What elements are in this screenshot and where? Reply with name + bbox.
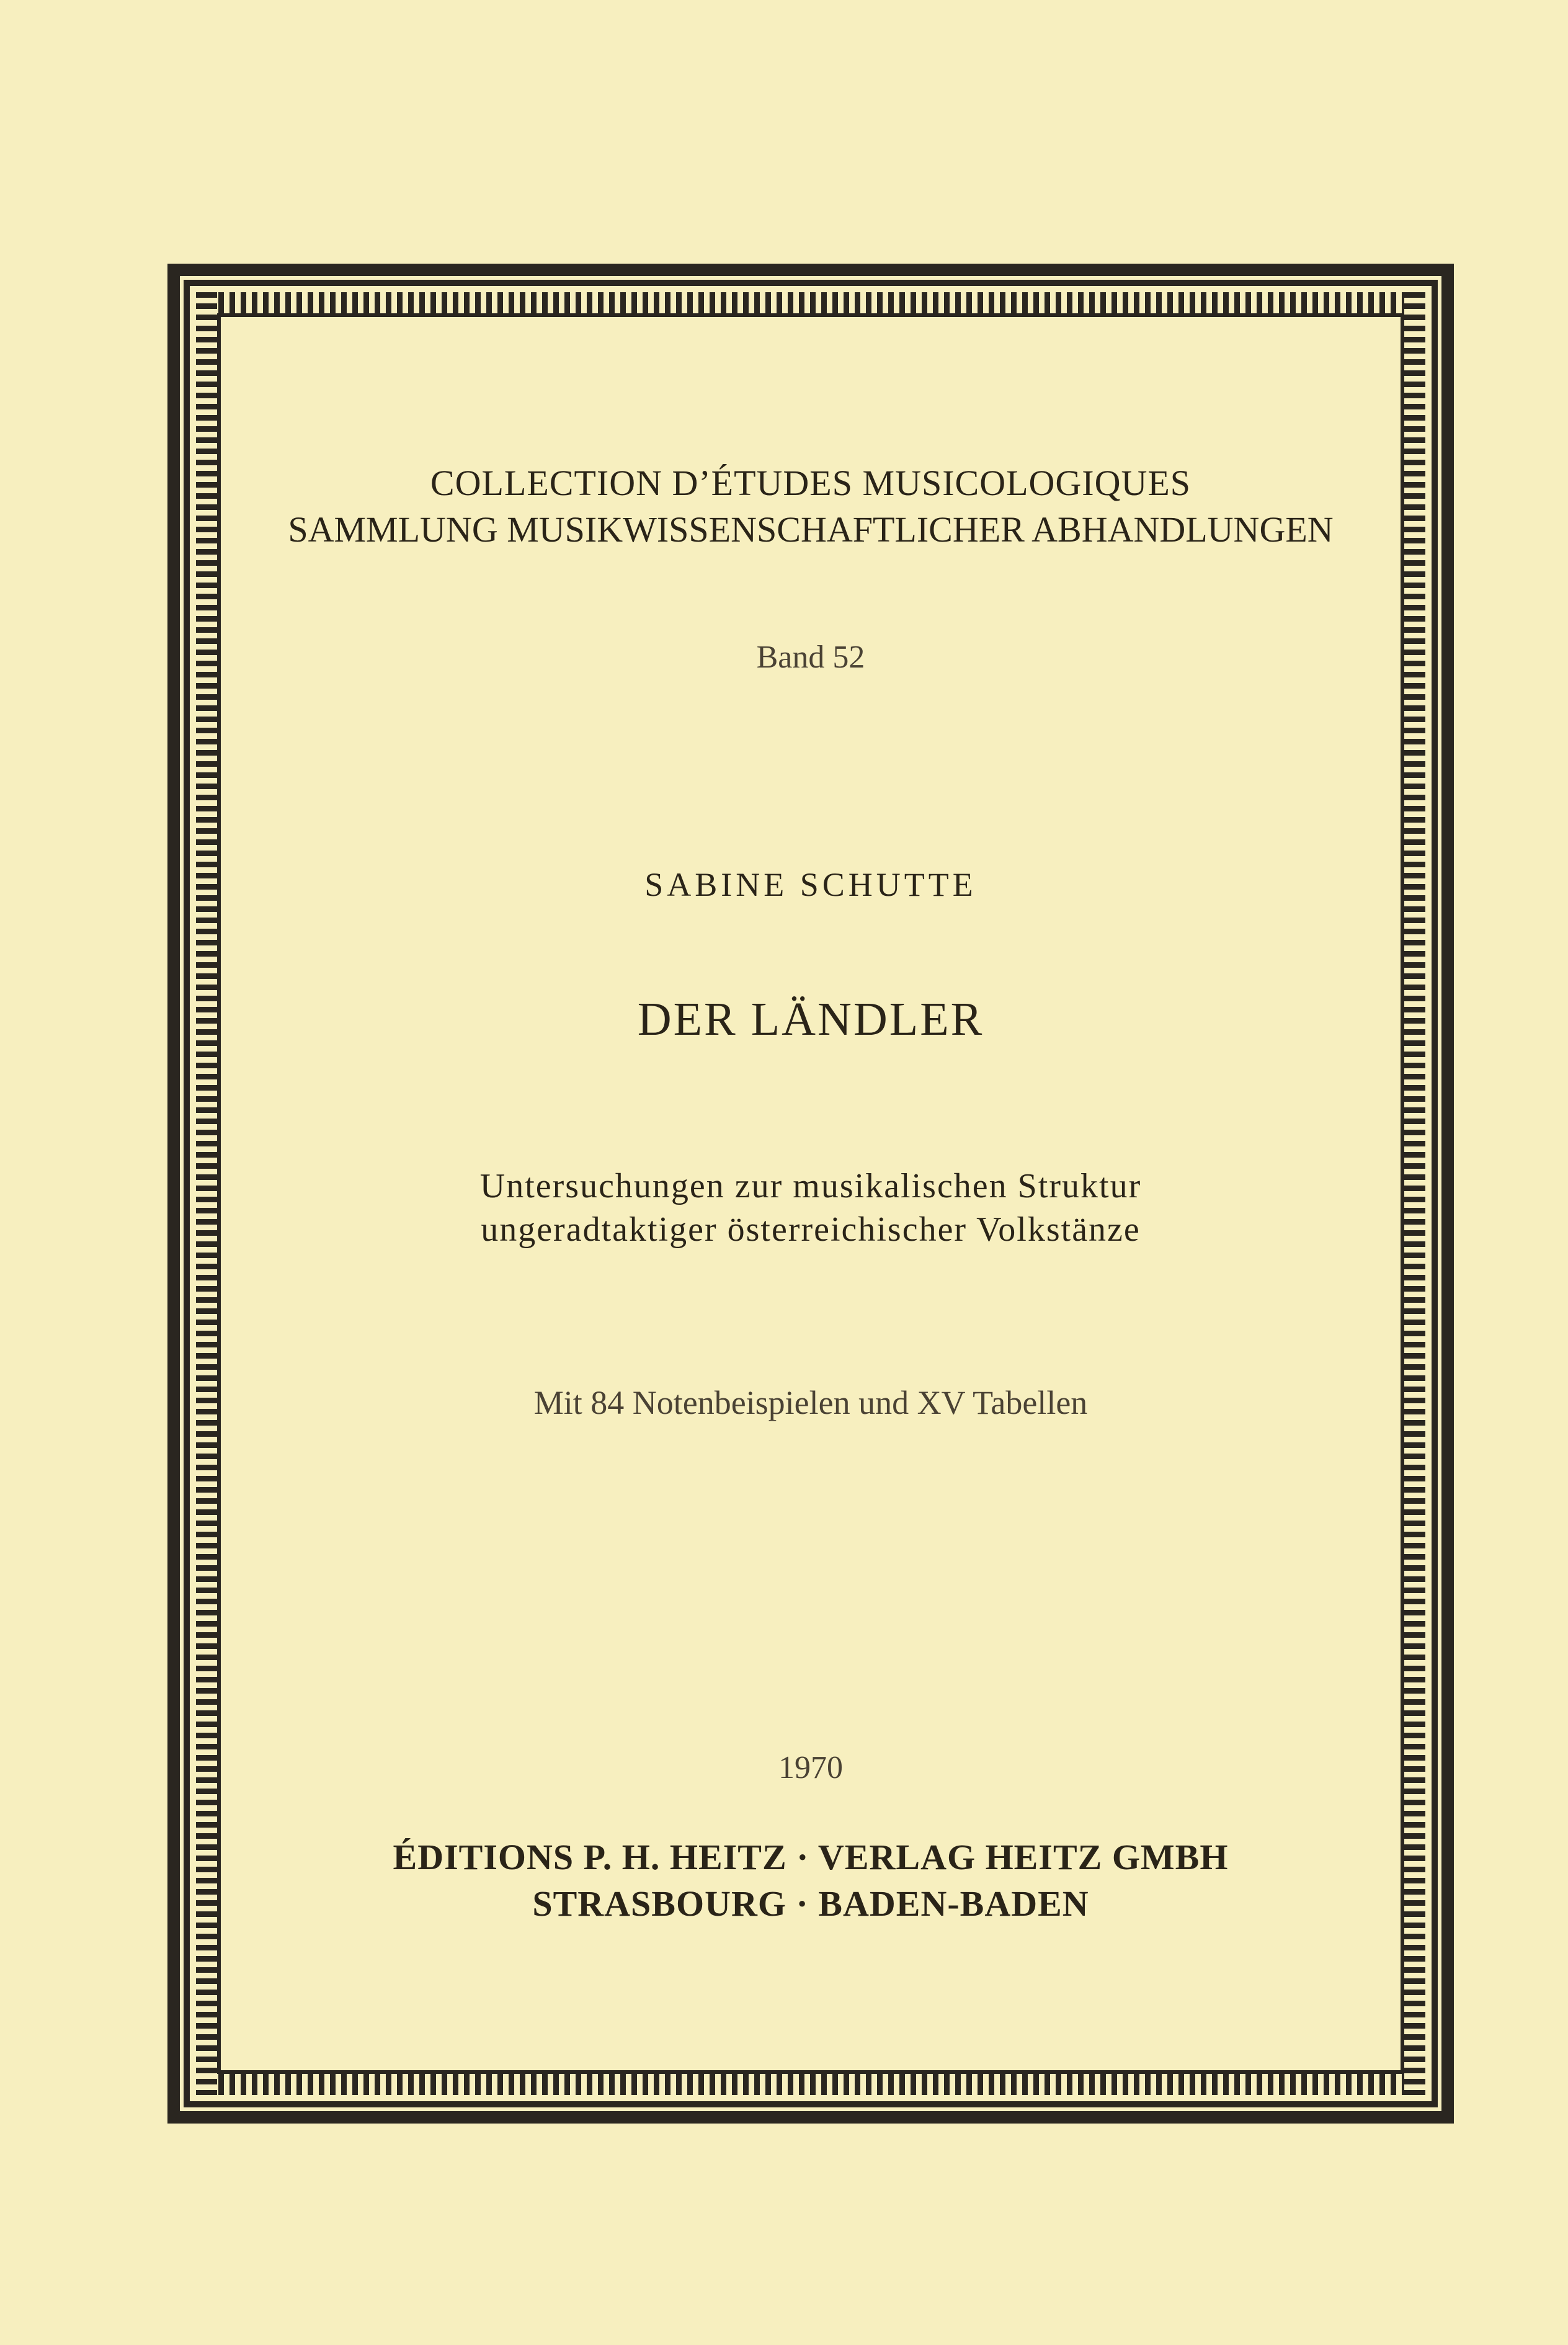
volume-number: Band 52 <box>756 640 865 675</box>
sawtooth-border-top <box>196 292 1425 313</box>
sawtooth-border-right <box>1404 292 1425 2095</box>
publisher-cities: STRASBOURG · BADEN-BADEN <box>532 1883 1089 1924</box>
subtitle-line-1: Untersuchungen zur musikalischen Struktur <box>479 1167 1142 1205</box>
publisher-names: ÉDITIONS P. H. HEITZ · VERLAG HEITZ GMBH <box>393 1837 1229 1877</box>
publication-year: 1970 <box>778 1750 843 1785</box>
book-title: DER LÄNDLER <box>637 993 984 1045</box>
sawtooth-border-bottom <box>196 2074 1425 2095</box>
book-extras: Mit 84 Notenbeispielen und XV Tabellen <box>533 1384 1088 1421</box>
series-title-german: SAMMLUNG MUSIKWISSENSCHAFTLICHER ABHANDLUNGEN <box>288 509 1334 550</box>
author-name: SABINE SCHUTTE <box>644 866 977 903</box>
subtitle-line-2: ungeradtaktiger österreichischer Volkstänze <box>481 1210 1141 1249</box>
series-title-french: COLLECTION D’ÉTUDES MUSICOLOGIQUES <box>430 463 1192 503</box>
sawtooth-border-left <box>196 292 217 2095</box>
